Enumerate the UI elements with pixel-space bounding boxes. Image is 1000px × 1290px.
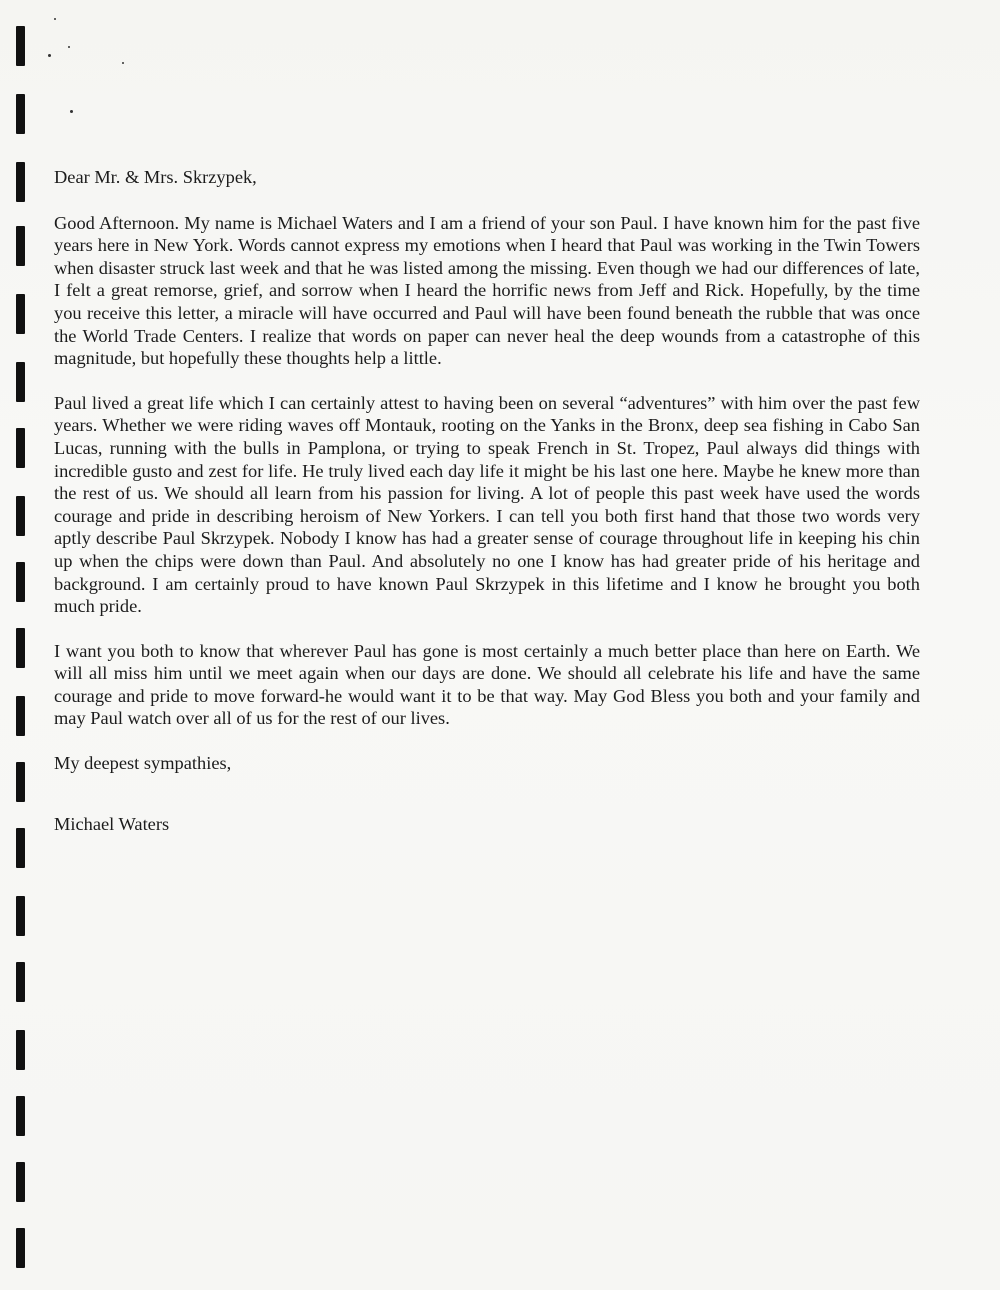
binding-hole <box>16 1030 25 1070</box>
binding-hole <box>16 294 25 334</box>
paragraph-intro: Good Afternoon. My name is Michael Waters and I am a friend of your son Paul. I have known him for the past five years here in New York. Words cannot express my emotions when I heard that Paul was working in the Twin Towers when disaster struck last week and that he was listed among the missing. Even though we had our differences of late, I felt a great remorse, grief, and sorrow when I heard the horrific news from Jeff and Rick. Hopefully, by the time you receive this letter, a miracle will have occurred and Paul will have been found beneath the rubble that was once the World Trade Centers. I realize that words on paper can never heal the deep wounds from a catastrophe of this magnitude, but hopefully these thoughts help a little. <box>54 212 920 369</box>
binding-hole <box>16 828 25 868</box>
closing: My deepest sympathies, <box>54 753 232 774</box>
binding-hole <box>16 1228 25 1268</box>
scan-speck <box>54 18 56 20</box>
scan-speck <box>70 110 73 113</box>
binding-hole <box>16 226 25 266</box>
binding-hole <box>16 762 25 802</box>
binding-hole <box>16 628 25 668</box>
signature: Michael Waters <box>54 813 170 834</box>
binding-hole <box>16 1162 25 1202</box>
binding-hole <box>16 1096 25 1136</box>
binding-hole <box>16 362 25 402</box>
scan-speck <box>68 46 70 48</box>
binding-hole <box>16 162 25 202</box>
binding-hole <box>16 562 25 602</box>
paragraph-farewell: I want you both to know that wherever Paul has gone is most certainly a much better place than here on Earth. We will all miss him until we meet again when our days are done. We should all celebrate his life and have the same courage and pride to move forward-he would want it to be that way. May God Bless you both and your family and may Paul watch over all of us for the rest of our lives. <box>54 640 920 729</box>
letter-body <box>54 166 920 835</box>
paragraph-life: Paul lived a great life which I can certainly attest to having been on several “adventures” with him over the past few years. Whether we were riding waves off Montauk, rooting on the Yanks in the Bronx, deep sea fishing in Cabo San Lucas, running with the bulls in Pamplona, or trying to speak French in St. Tropez, Paul always did things with incredible gusto and zest for life. He truly lived each day life it might be his last one here. Maybe he knew more than the rest of us. We should all learn from his passion for living. A lot of people this past week have used the words courage and pride in describing heroism of New Yorkers. I can tell you both first hand that those two words very aptly describe Paul Skrzypek. Nobody I know has had a greater sense of courage throughout life in keeping his chin up when the chips were down than Paul. And absolutely no one I know has had greater pride of his heritage and background. I am certainly proud to have known Paul Skrzypek in this lifetime and I know he brought you both much pride. <box>54 392 920 617</box>
binding-hole <box>16 94 25 134</box>
binding-hole <box>16 26 25 66</box>
binding-hole <box>16 428 25 468</box>
binding-hole <box>16 896 25 936</box>
scan-speck <box>122 62 124 64</box>
binding-holes <box>16 0 36 1290</box>
binding-hole <box>16 496 25 536</box>
scan-speck <box>48 54 51 57</box>
binding-hole <box>16 962 25 1002</box>
salutation: Dear Mr. & Mrs. Skrzypek, <box>54 167 257 187</box>
binding-hole <box>16 696 25 736</box>
